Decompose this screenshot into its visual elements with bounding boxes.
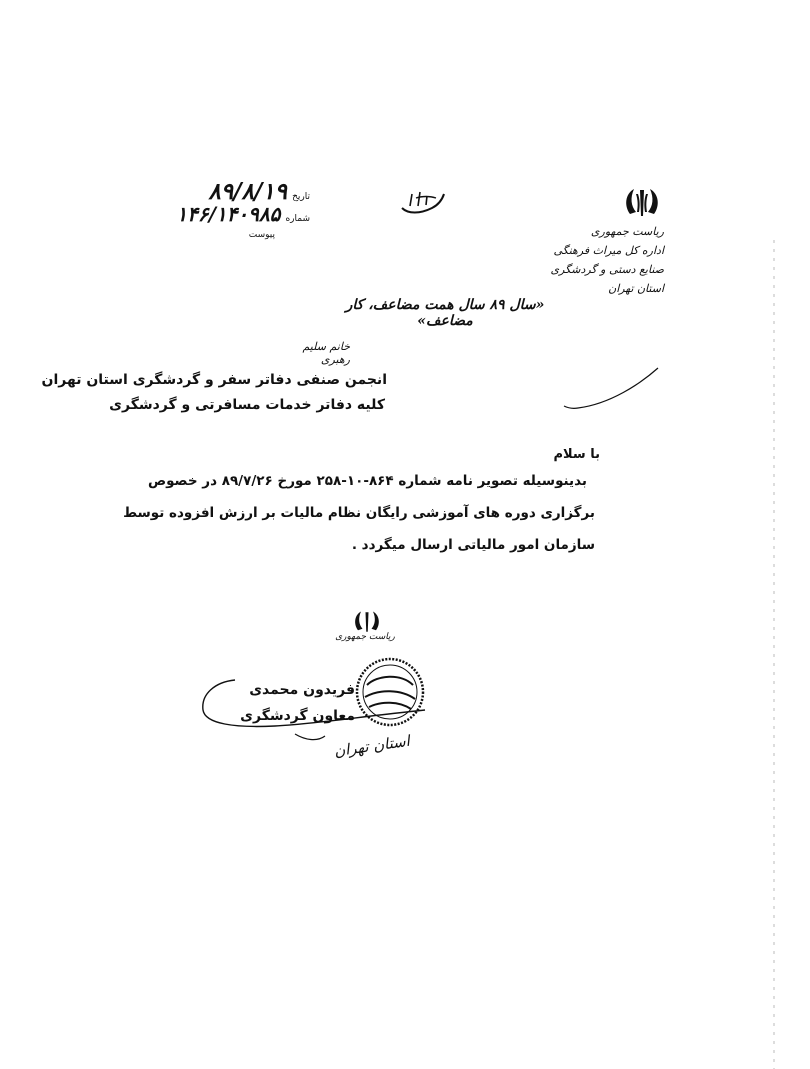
org-line: ریاست جمهوری bbox=[590, 225, 664, 238]
body-line: برگزاری دوره های آموزشی رایگان نظام مالیات بر ارزش افزوده توسط bbox=[123, 505, 595, 521]
body-line: سازمان امور مالیاتی ارسال میگردد . bbox=[351, 537, 595, 553]
number-label: شماره bbox=[285, 214, 310, 224]
scan-edge-line bbox=[764, 240, 784, 1069]
body-line: بدینوسیله تصویر نامه شماره ۸۶۴-۱۰-۲۵۸ مورخ ۸۹/۷/۲۶ در خصوص bbox=[147, 473, 587, 489]
date-row bbox=[208, 178, 310, 205]
organization-header bbox=[504, 222, 664, 298]
org-line: استان تهران bbox=[608, 282, 664, 295]
letter-body bbox=[123, 465, 595, 561]
iran-emblem-icon bbox=[622, 186, 662, 220]
stamp-province-text: استان تهران bbox=[332, 731, 411, 761]
greeting: با سلام bbox=[553, 447, 600, 462]
signer-title: معاون گردشگری bbox=[240, 708, 355, 724]
number-value: ۱۴۶/۱۴۰۹۸۵ bbox=[176, 202, 281, 226]
signer-name: فریدون محمدی bbox=[249, 682, 355, 698]
number-row bbox=[176, 202, 310, 226]
org-line: اداره کل میراث فرهنگی bbox=[553, 244, 664, 257]
recipient-line: کلیه دفاتر خدمات مسافرتی و گردشگری bbox=[109, 397, 385, 413]
attachment-label: پیوست bbox=[248, 230, 275, 240]
recipient-line: انجمن صنفی دفاتر سفر و گردشگری استان تهران bbox=[41, 372, 387, 388]
handwritten-signature-icon bbox=[195, 670, 430, 750]
reference-block bbox=[165, 176, 310, 246]
recipient-bracket-stroke bbox=[560, 360, 660, 420]
emblem-label: ریاست جمهوری bbox=[335, 632, 395, 642]
bismillah-calligraphy-icon bbox=[398, 186, 448, 218]
date-value: ۸۹/۸/۱۹ bbox=[208, 178, 287, 205]
date-label: تاریخ bbox=[292, 192, 310, 202]
org-line: صنایع دستی و گردشگری bbox=[550, 263, 664, 276]
year-slogan: «سال ۸۹ سال همت مضاعف، کار مضاعف» bbox=[345, 297, 545, 329]
handwritten-addressee-note: خانم سلیم رهبری bbox=[302, 340, 350, 366]
